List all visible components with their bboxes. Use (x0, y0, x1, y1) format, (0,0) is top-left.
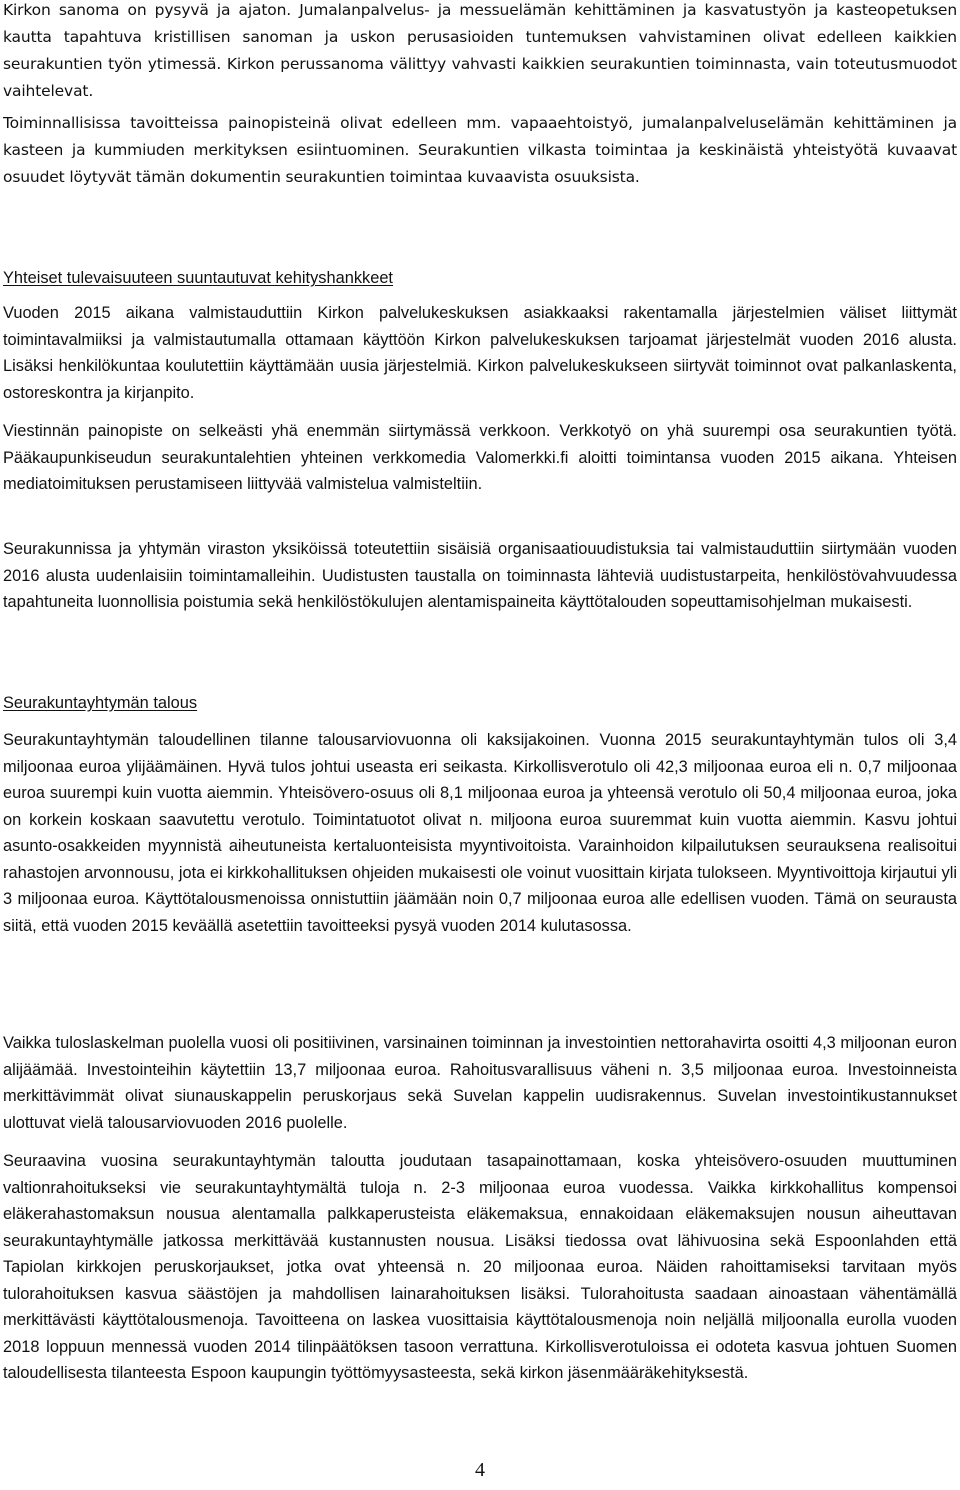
finance-paragraph-3: Seuraavina vuosina seurakuntayhtymän taloutta joudutaan tasapainottamaan, koska yhteisövero-osuuden muuttuminen valtionrahoitukseksi vie seurakuntayhtymältä tuloja n. 2-3 miljoonaa euroa vuodessa. Vaikka kirkkohallitus kompensoi eläkerahastomaksun nousua alentamalla palkkaperusteista eläkemaksua, ennakoidaan eläkemaksujen nousun aiheuttavan seurakuntayhtymälle jatkossa merkittävää kustannusten nousua. Lisäksi tiedossa ovat lähivuosina sekä Espoonlahden että Tapiolan kirkkojen peruskorjaukset, jotka ovat yhteensä n. 20 miljoonaa euroa. Näiden rahoittamiseksi tarvitaan myös tulorahoituksen kasvua säästöjen ja mahdollisen lainarahoituksen lisäksi. Tulorahoitusta saadaan ainoastaan vähentämällä merkittävästi käyttötalousmenoja. Tavoitteena on laskea vuosittaisia käyttötalousmenoja noin neljällä miljoonalla eurolla vuoden 2018 loppuun mennessä vuoden 2014 tilinpäätöksen tasoon verrattuna. Kirkollisverotuloissa ei odoteta kasvua johtuen Suomen taloudellisesta tilanteesta Espoon kaupungin työttömyysasteesta, sekä kirkon jäsenmääräkehityksestä. (3, 1152, 957, 1382)
page-number: 4 (475, 1459, 485, 1481)
projects-paragraph-2: Viestinnän painopiste on selkeästi yhä enemmän siirtymässä verkkoon. Verkkotyö on yhä suurempi osa seurakuntien työtä. Pääkaupunkiseudun seurakuntalehtien yhteinen verkkomedia Valomerkki.fi aloitti toimintansa vuoden 2015 aikana. Yhteisen mediatoimituksen perustamiseen liittyvää valmistelua valmisteltiin. (3, 422, 957, 493)
section-heading-finance: Seurakuntayhtymän talous (3, 694, 198, 712)
projects-paragraph-3: Seurakunnissa ja yhtymän viraston yksiköissä toteutettiin sisäisiä organisaatiouudistuksia tai valmistauduttiin siirtymään vuoden 2016 alusta uudenlaisiin toimintamalleihin. Uudistusten taustalla on toiminnasta lähteviä uudistustarpeita, henkilöstövahvuudessa tapahtuneita luonnollisia poistumia sekä henkilöstökulujen alentamispaineita käyttötalouden sopeuttamisohjelman mukaisesti. (3, 540, 957, 611)
projects-paragraph-1: Vuoden 2015 aikana valmistauduttiin Kirkon palvelukeskuksen asiakkaaksi rakentamalla järjestelmien väliset liittymät toimintavalmiiksi ja valmistautumalla ottamaan käyttöön Kirkon palvelukeskuksen tarjoamat järjestelmät vuoden 2016 alusta. Lisäksi henkilökuntaa koulutettiin käyttämään uusia järjestelmiä. Kirkon palvelukeskukseen siirtyvät toiminnot ovat palkanlaskenta, ostoreskontra ja kirjanpito. (3, 304, 957, 402)
section-heading-projects: Yhteiset tulevaisuuteen suuntautuvat kehityshankkeet (3, 269, 393, 287)
finance-paragraph-1: Seurakuntayhtymän taloudellinen tilanne talousarviovuonna oli kaksijakoinen. Vuonna 2015 seurakuntayhtymän tulos oli 3,4 miljoonaa euroa ylijäämäinen. Hyvä tulos johtui useasta eri seikasta. Kirkollisverotulo oli 42,3 miljoonaa euroa eli n. 0,7 miljoonaa euroa suurempi kuin vuotta aiemmin. Yhteisövero-osuus oli 8,1 miljoonaa euroa ja yhteensä verotulo oli 50,4 miljoonaa euroa, joka on korkein koskaan saavutettu verotulo. Toimintatuotot olivat n. miljoona euroa suuremmat kuin vuotta aiemmin. Kasvu johtui asunto-osakkeiden myynnistä aiheutuneista kertaluonteisista myyntivoitoista. Varainhoidon kilpailutuksen seurauksena realisoitui rahastojen arvonnousu, jota ei kirkkohallituksen ohjeiden mukaisesti ole voinut vuosittain kirjata tulokseen. Myyntivoittoja kirjautui yli 3 miljoonaa euroa. Käyttötalousmenoissa onnistuttiin jäämään noin 0,7 miljoonaa euroa alle edellisen vuoden. Tämä on seurausta siitä, että vuoden 2015 keväällä asetettiin tavoitteeksi pysyä vuoden 2014 kulutasossa. (3, 731, 957, 935)
finance-paragraph-2: Vaikka tuloslaskelman puolella vuosi oli positiivinen, varsinainen toiminnan ja investointien nettorahavirta osoitti 4,3 miljoonan euron alijäämää. Investointeihin käytettiin 13,7 miljoonaa euroa. Rahoitusvarallisuus väheni n. 3,5 miljoonaa euroa. Investoinneista merkittävimmät olivat siunauskappelin peruskorjaus sekä Suvelan kappelin uudisrakennus. Suvelan investointikustannukset ulottuvat vielä talousarviovuoden 2016 puolelle. (3, 1034, 957, 1132)
intro-paragraph-2: Toiminnallisissa tavoitteissa painopisteinä olivat edelleen mm. vapaaehtoistyö, jumalanpalveluselämän kehittäminen ja kasteen ja kummiuden merkityksen esiintuominen. Seurakuntien vilkasta toimintaa ja keskinäistä yhteistyötä kuvaavat osuudet löytyvät tämän dokumentin seurakuntien toimintaa kuvaavista osuuksista. (3, 114, 957, 186)
intro-paragraph-1: Kirkon sanoma on pysyvä ja ajaton. Jumalanpalvelus- ja messuelämän kehittäminen ja kasvatustyön ja kasteopetuksen kautta tapahtuva kristillisen sanoman ja uskon perusasioiden tuntemuksen vahvistaminen olivat edelleen kaikkien seurakuntien työn ytimessä. Kirkon perussanoma välittyy vahvasti kaikkien seurakuntien toiminnasta, vain toteutusmuodot vaihtelevat. (3, 1, 957, 100)
